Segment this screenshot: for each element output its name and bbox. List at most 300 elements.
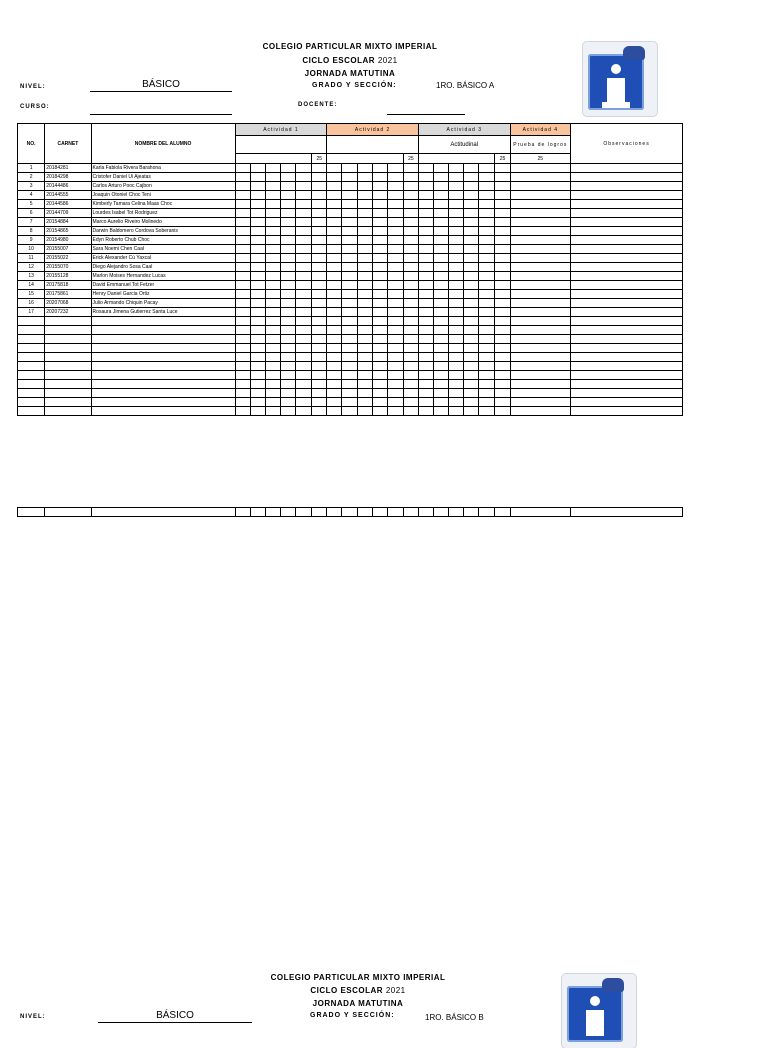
grade-cell[interactable] (280, 272, 295, 281)
grade-cell[interactable] (296, 380, 312, 389)
grade-cell[interactable] (403, 299, 418, 308)
grade-cell[interactable] (357, 209, 372, 218)
grade-cell[interactable] (418, 290, 433, 299)
grade-cell[interactable] (265, 344, 280, 353)
grade-cell[interactable] (510, 227, 570, 236)
grade-cell[interactable] (250, 335, 265, 344)
grade-cell[interactable] (510, 508, 570, 517)
grade-cell[interactable] (403, 317, 418, 326)
grade-cell[interactable] (418, 398, 433, 407)
grade-cell[interactable] (280, 218, 295, 227)
grade-cell[interactable] (296, 227, 312, 236)
grade-cell[interactable] (296, 173, 312, 182)
grade-cell[interactable] (403, 236, 418, 245)
grade-cell[interactable] (235, 182, 250, 191)
grade-cell[interactable] (235, 281, 250, 290)
grade-cell[interactable] (449, 236, 464, 245)
grade-cell[interactable] (296, 362, 312, 371)
grade-cell[interactable] (235, 344, 250, 353)
grade-cell[interactable] (387, 344, 403, 353)
grade-cell[interactable] (342, 326, 357, 335)
grade-cell[interactable] (235, 299, 250, 308)
grade-cell[interactable] (449, 362, 464, 371)
grade-cell[interactable] (479, 308, 495, 317)
grade-cell[interactable] (449, 164, 464, 173)
grade-cell[interactable] (250, 281, 265, 290)
grade-cell[interactable] (464, 200, 479, 209)
grade-cell[interactable] (403, 380, 418, 389)
grade-cell[interactable] (327, 272, 342, 281)
grade-cell[interactable] (387, 308, 403, 317)
grade-cell[interactable] (372, 335, 387, 344)
grade-cell[interactable] (296, 263, 312, 272)
grade-cell[interactable] (250, 209, 265, 218)
grade-cell[interactable] (479, 182, 495, 191)
grade-cell[interactable] (250, 398, 265, 407)
grade-cell[interactable] (449, 407, 464, 416)
grade-cell[interactable] (510, 173, 570, 182)
grade-cell[interactable] (250, 353, 265, 362)
grade-cell[interactable] (357, 380, 372, 389)
grade-cell[interactable] (464, 362, 479, 371)
grade-cell[interactable] (312, 272, 327, 281)
grade-cell[interactable] (312, 236, 327, 245)
grade-cell[interactable] (372, 344, 387, 353)
grade-cell[interactable] (418, 353, 433, 362)
grade-cell[interactable] (235, 326, 250, 335)
grade-cell[interactable] (312, 200, 327, 209)
grade-cell[interactable] (434, 218, 449, 227)
grade-cell[interactable] (357, 173, 372, 182)
grade-cell[interactable] (342, 317, 357, 326)
grade-cell[interactable] (312, 245, 327, 254)
grade-cell[interactable] (495, 508, 510, 517)
grade-cell[interactable] (342, 362, 357, 371)
grade-cell[interactable] (495, 281, 510, 290)
grade-cell[interactable] (296, 353, 312, 362)
grade-cell[interactable] (342, 308, 357, 317)
grade-cell[interactable] (372, 389, 387, 398)
grade-cell[interactable] (312, 263, 327, 272)
grade-cell[interactable] (418, 308, 433, 317)
grade-cell[interactable] (296, 290, 312, 299)
grade-cell[interactable] (342, 164, 357, 173)
grade-cell[interactable] (387, 290, 403, 299)
grade-cell[interactable] (280, 335, 295, 344)
grade-cell[interactable] (342, 335, 357, 344)
grade-cell[interactable] (235, 389, 250, 398)
grade-cell[interactable] (571, 398, 683, 407)
grade-cell[interactable] (571, 164, 683, 173)
grade-cell[interactable] (403, 254, 418, 263)
grade-cell[interactable] (464, 326, 479, 335)
grade-cell[interactable] (280, 209, 295, 218)
grade-cell[interactable] (479, 290, 495, 299)
grade-cell[interactable] (372, 272, 387, 281)
grade-cell[interactable] (418, 191, 433, 200)
grade-cell[interactable] (250, 200, 265, 209)
grade-cell[interactable] (342, 353, 357, 362)
grade-cell[interactable] (280, 308, 295, 317)
grade-cell[interactable] (296, 308, 312, 317)
grade-cell[interactable] (510, 362, 570, 371)
grade-cell[interactable] (372, 407, 387, 416)
grade-cell[interactable] (434, 272, 449, 281)
grade-cell[interactable] (250, 380, 265, 389)
grade-cell[interactable] (495, 317, 510, 326)
grade-cell[interactable] (387, 182, 403, 191)
grade-cell[interactable] (403, 344, 418, 353)
grade-cell[interactable] (250, 290, 265, 299)
grade-cell[interactable] (479, 254, 495, 263)
grade-cell[interactable] (418, 317, 433, 326)
grade-cell[interactable] (265, 407, 280, 416)
grade-cell[interactable] (434, 508, 449, 517)
grade-cell[interactable] (449, 191, 464, 200)
grade-cell[interactable] (387, 389, 403, 398)
grade-cell[interactable] (372, 254, 387, 263)
grade-cell[interactable] (418, 272, 433, 281)
grade-cell[interactable] (280, 344, 295, 353)
grade-cell[interactable] (434, 308, 449, 317)
grade-cell[interactable] (280, 245, 295, 254)
grade-cell[interactable] (280, 236, 295, 245)
grade-cell[interactable] (464, 245, 479, 254)
grade-cell[interactable] (265, 227, 280, 236)
grade-cell[interactable] (495, 299, 510, 308)
grade-cell[interactable] (372, 191, 387, 200)
grade-cell[interactable] (342, 263, 357, 272)
grade-cell[interactable] (434, 200, 449, 209)
grade-cell[interactable] (495, 227, 510, 236)
grade-cell[interactable] (342, 173, 357, 182)
grade-cell[interactable] (387, 398, 403, 407)
grade-cell[interactable] (342, 254, 357, 263)
grade-cell[interactable] (449, 326, 464, 335)
grade-cell[interactable] (250, 227, 265, 236)
grade-cell[interactable] (479, 398, 495, 407)
grade-cell[interactable] (280, 371, 295, 380)
grade-cell[interactable] (312, 227, 327, 236)
grade-cell[interactable] (296, 317, 312, 326)
grade-cell[interactable] (434, 389, 449, 398)
grade-cell[interactable] (235, 236, 250, 245)
grade-cell[interactable] (357, 182, 372, 191)
grade-cell[interactable] (280, 508, 295, 517)
grade-cell[interactable] (327, 236, 342, 245)
grade-cell[interactable] (357, 317, 372, 326)
grade-cell[interactable] (434, 317, 449, 326)
grade-cell[interactable] (342, 245, 357, 254)
grade-cell[interactable] (387, 317, 403, 326)
grade-cell[interactable] (495, 335, 510, 344)
grade-cell[interactable] (387, 380, 403, 389)
grade-cell[interactable] (327, 508, 342, 517)
grade-cell[interactable] (403, 272, 418, 281)
grade-cell[interactable] (327, 299, 342, 308)
grade-cell[interactable] (495, 218, 510, 227)
grade-cell[interactable] (357, 308, 372, 317)
grade-cell[interactable] (250, 344, 265, 353)
grade-cell[interactable] (449, 272, 464, 281)
grade-cell[interactable] (479, 299, 495, 308)
grade-cell[interactable] (327, 398, 342, 407)
grade-cell[interactable] (312, 290, 327, 299)
grade-cell[interactable] (296, 371, 312, 380)
grade-cell[interactable] (571, 272, 683, 281)
grade-cell[interactable] (265, 236, 280, 245)
grade-cell[interactable] (327, 344, 342, 353)
grade-cell[interactable] (495, 200, 510, 209)
grade-cell[interactable] (434, 281, 449, 290)
grade-cell[interactable] (312, 299, 327, 308)
curso-field[interactable] (90, 102, 232, 115)
grade-cell[interactable] (434, 290, 449, 299)
grade-cell[interactable] (464, 344, 479, 353)
grade-cell[interactable] (327, 164, 342, 173)
grade-cell[interactable] (265, 362, 280, 371)
grade-cell[interactable] (327, 182, 342, 191)
grade-cell[interactable] (571, 191, 683, 200)
grade-cell[interactable] (327, 317, 342, 326)
grade-cell[interactable] (372, 281, 387, 290)
grade-cell[interactable] (312, 380, 327, 389)
grade-cell[interactable] (449, 335, 464, 344)
grade-cell[interactable] (327, 200, 342, 209)
grade-cell[interactable] (403, 209, 418, 218)
grade-cell[interactable] (464, 227, 479, 236)
grade-cell[interactable] (372, 209, 387, 218)
grade-cell[interactable] (250, 508, 265, 517)
grade-cell[interactable] (342, 371, 357, 380)
grade-cell[interactable] (235, 200, 250, 209)
grade-cell[interactable] (342, 398, 357, 407)
grade-cell[interactable] (387, 281, 403, 290)
grade-cell[interactable] (495, 173, 510, 182)
grade-cell[interactable] (235, 353, 250, 362)
grade-cell[interactable] (510, 290, 570, 299)
grade-cell[interactable] (479, 335, 495, 344)
grade-cell[interactable] (479, 272, 495, 281)
grade-cell[interactable] (464, 263, 479, 272)
grade-cell[interactable] (510, 344, 570, 353)
grade-cell[interactable] (235, 308, 250, 317)
grade-cell[interactable] (571, 182, 683, 191)
grade-cell[interactable] (296, 508, 312, 517)
grade-cell[interactable] (235, 362, 250, 371)
grade-cell[interactable] (372, 236, 387, 245)
grade-cell[interactable] (250, 272, 265, 281)
grade-cell[interactable] (387, 371, 403, 380)
grade-cell[interactable] (327, 407, 342, 416)
grade-cell[interactable] (372, 263, 387, 272)
grade-cell[interactable] (280, 290, 295, 299)
grade-cell[interactable] (250, 245, 265, 254)
grade-cell[interactable] (464, 182, 479, 191)
grade-cell[interactable] (449, 398, 464, 407)
grade-cell[interactable] (296, 164, 312, 173)
grade-cell[interactable] (479, 281, 495, 290)
grade-cell[interactable] (403, 290, 418, 299)
grade-cell[interactable] (342, 236, 357, 245)
grade-cell[interactable] (296, 236, 312, 245)
grade-cell[interactable] (464, 272, 479, 281)
grade-cell[interactable] (372, 164, 387, 173)
grade-cell[interactable] (280, 200, 295, 209)
grade-cell[interactable] (418, 209, 433, 218)
grade-cell[interactable] (434, 407, 449, 416)
grade-cell[interactable] (418, 508, 433, 517)
grade-cell[interactable] (464, 218, 479, 227)
grade-cell[interactable] (280, 227, 295, 236)
grade-cell[interactable] (510, 317, 570, 326)
grade-cell[interactable] (479, 218, 495, 227)
grade-cell[interactable] (510, 236, 570, 245)
grade-cell[interactable] (495, 182, 510, 191)
grade-cell[interactable] (403, 335, 418, 344)
grade-cell[interactable] (250, 164, 265, 173)
grade-cell[interactable] (327, 380, 342, 389)
grade-cell[interactable] (495, 344, 510, 353)
grade-cell[interactable] (280, 164, 295, 173)
grade-cell[interactable] (265, 353, 280, 362)
grade-cell[interactable] (403, 218, 418, 227)
grade-cell[interactable] (479, 508, 495, 517)
grade-cell[interactable] (357, 254, 372, 263)
grade-cell[interactable] (464, 508, 479, 517)
grade-cell[interactable] (250, 254, 265, 263)
grade-cell[interactable] (387, 263, 403, 272)
grade-cell[interactable] (571, 281, 683, 290)
grade-cell[interactable] (312, 173, 327, 182)
grade-cell[interactable] (372, 308, 387, 317)
grade-cell[interactable] (464, 371, 479, 380)
grade-cell[interactable] (372, 398, 387, 407)
grade-cell[interactable] (403, 407, 418, 416)
grade-cell[interactable] (434, 335, 449, 344)
grade-cell[interactable] (510, 335, 570, 344)
grade-cell[interactable] (434, 362, 449, 371)
grade-cell[interactable] (387, 353, 403, 362)
grade-cell[interactable] (495, 254, 510, 263)
grade-cell[interactable] (235, 407, 250, 416)
grade-cell[interactable] (250, 362, 265, 371)
grade-cell[interactable] (510, 182, 570, 191)
grade-cell[interactable] (265, 245, 280, 254)
grade-cell[interactable] (479, 344, 495, 353)
grade-cell[interactable] (464, 380, 479, 389)
grade-cell[interactable] (479, 191, 495, 200)
grade-cell[interactable] (327, 191, 342, 200)
grade-cell[interactable] (479, 317, 495, 326)
grade-cell[interactable] (312, 407, 327, 416)
grade-cell[interactable] (495, 407, 510, 416)
grade-cell[interactable] (357, 362, 372, 371)
grade-cell[interactable] (296, 326, 312, 335)
grade-cell[interactable] (571, 508, 683, 517)
grade-cell[interactable] (418, 200, 433, 209)
grade-cell[interactable] (571, 290, 683, 299)
grade-cell[interactable] (510, 299, 570, 308)
grade-cell[interactable] (403, 245, 418, 254)
grade-cell[interactable] (571, 236, 683, 245)
grade-cell[interactable] (418, 218, 433, 227)
docente-field[interactable] (387, 102, 465, 115)
grade-cell[interactable] (357, 389, 372, 398)
grade-cell[interactable] (235, 227, 250, 236)
grade-cell[interactable] (296, 299, 312, 308)
grade-cell[interactable] (357, 218, 372, 227)
grade-cell[interactable] (265, 191, 280, 200)
grade-cell[interactable] (312, 218, 327, 227)
grade-cell[interactable] (495, 236, 510, 245)
grade-cell[interactable] (265, 281, 280, 290)
grade-cell[interactable] (510, 281, 570, 290)
grade-cell[interactable] (571, 200, 683, 209)
grade-cell[interactable] (434, 254, 449, 263)
grade-cell[interactable] (327, 209, 342, 218)
grade-cell[interactable] (571, 317, 683, 326)
grade-cell[interactable] (250, 263, 265, 272)
grade-cell[interactable] (312, 326, 327, 335)
grade-cell[interactable] (250, 407, 265, 416)
grade-cell[interactable] (265, 263, 280, 272)
grade-cell[interactable] (434, 173, 449, 182)
grade-cell[interactable] (510, 407, 570, 416)
grade-cell[interactable] (479, 407, 495, 416)
grade-cell[interactable] (510, 200, 570, 209)
grade-cell[interactable] (449, 508, 464, 517)
grade-cell[interactable] (296, 245, 312, 254)
grade-cell[interactable] (342, 200, 357, 209)
grade-cell[interactable] (571, 353, 683, 362)
grade-cell[interactable] (387, 299, 403, 308)
grade-cell[interactable] (571, 254, 683, 263)
grade-cell[interactable] (449, 245, 464, 254)
grade-cell[interactable] (372, 218, 387, 227)
grade-cell[interactable] (510, 218, 570, 227)
grade-cell[interactable] (495, 362, 510, 371)
grade-cell[interactable] (357, 200, 372, 209)
grade-cell[interactable] (479, 164, 495, 173)
grade-cell[interactable] (265, 326, 280, 335)
grade-cell[interactable] (510, 308, 570, 317)
grade-cell[interactable] (235, 218, 250, 227)
grade-cell[interactable] (280, 326, 295, 335)
grade-cell[interactable] (387, 272, 403, 281)
grade-cell[interactable] (571, 380, 683, 389)
grade-cell[interactable] (372, 299, 387, 308)
grade-cell[interactable] (250, 299, 265, 308)
grade-cell[interactable] (357, 326, 372, 335)
grade-cell[interactable] (495, 371, 510, 380)
grade-cell[interactable] (510, 254, 570, 263)
grade-cell[interactable] (312, 254, 327, 263)
grade-cell[interactable] (357, 272, 372, 281)
grade-cell[interactable] (418, 254, 433, 263)
grade-cell[interactable] (372, 173, 387, 182)
grade-cell[interactable] (403, 371, 418, 380)
grade-cell[interactable] (403, 308, 418, 317)
grade-cell[interactable] (296, 389, 312, 398)
grade-cell[interactable] (372, 353, 387, 362)
grade-cell[interactable] (418, 263, 433, 272)
grade-cell[interactable] (296, 209, 312, 218)
grade-cell[interactable] (265, 290, 280, 299)
grade-cell[interactable] (235, 290, 250, 299)
grade-cell[interactable] (403, 263, 418, 272)
grade-cell[interactable] (342, 299, 357, 308)
